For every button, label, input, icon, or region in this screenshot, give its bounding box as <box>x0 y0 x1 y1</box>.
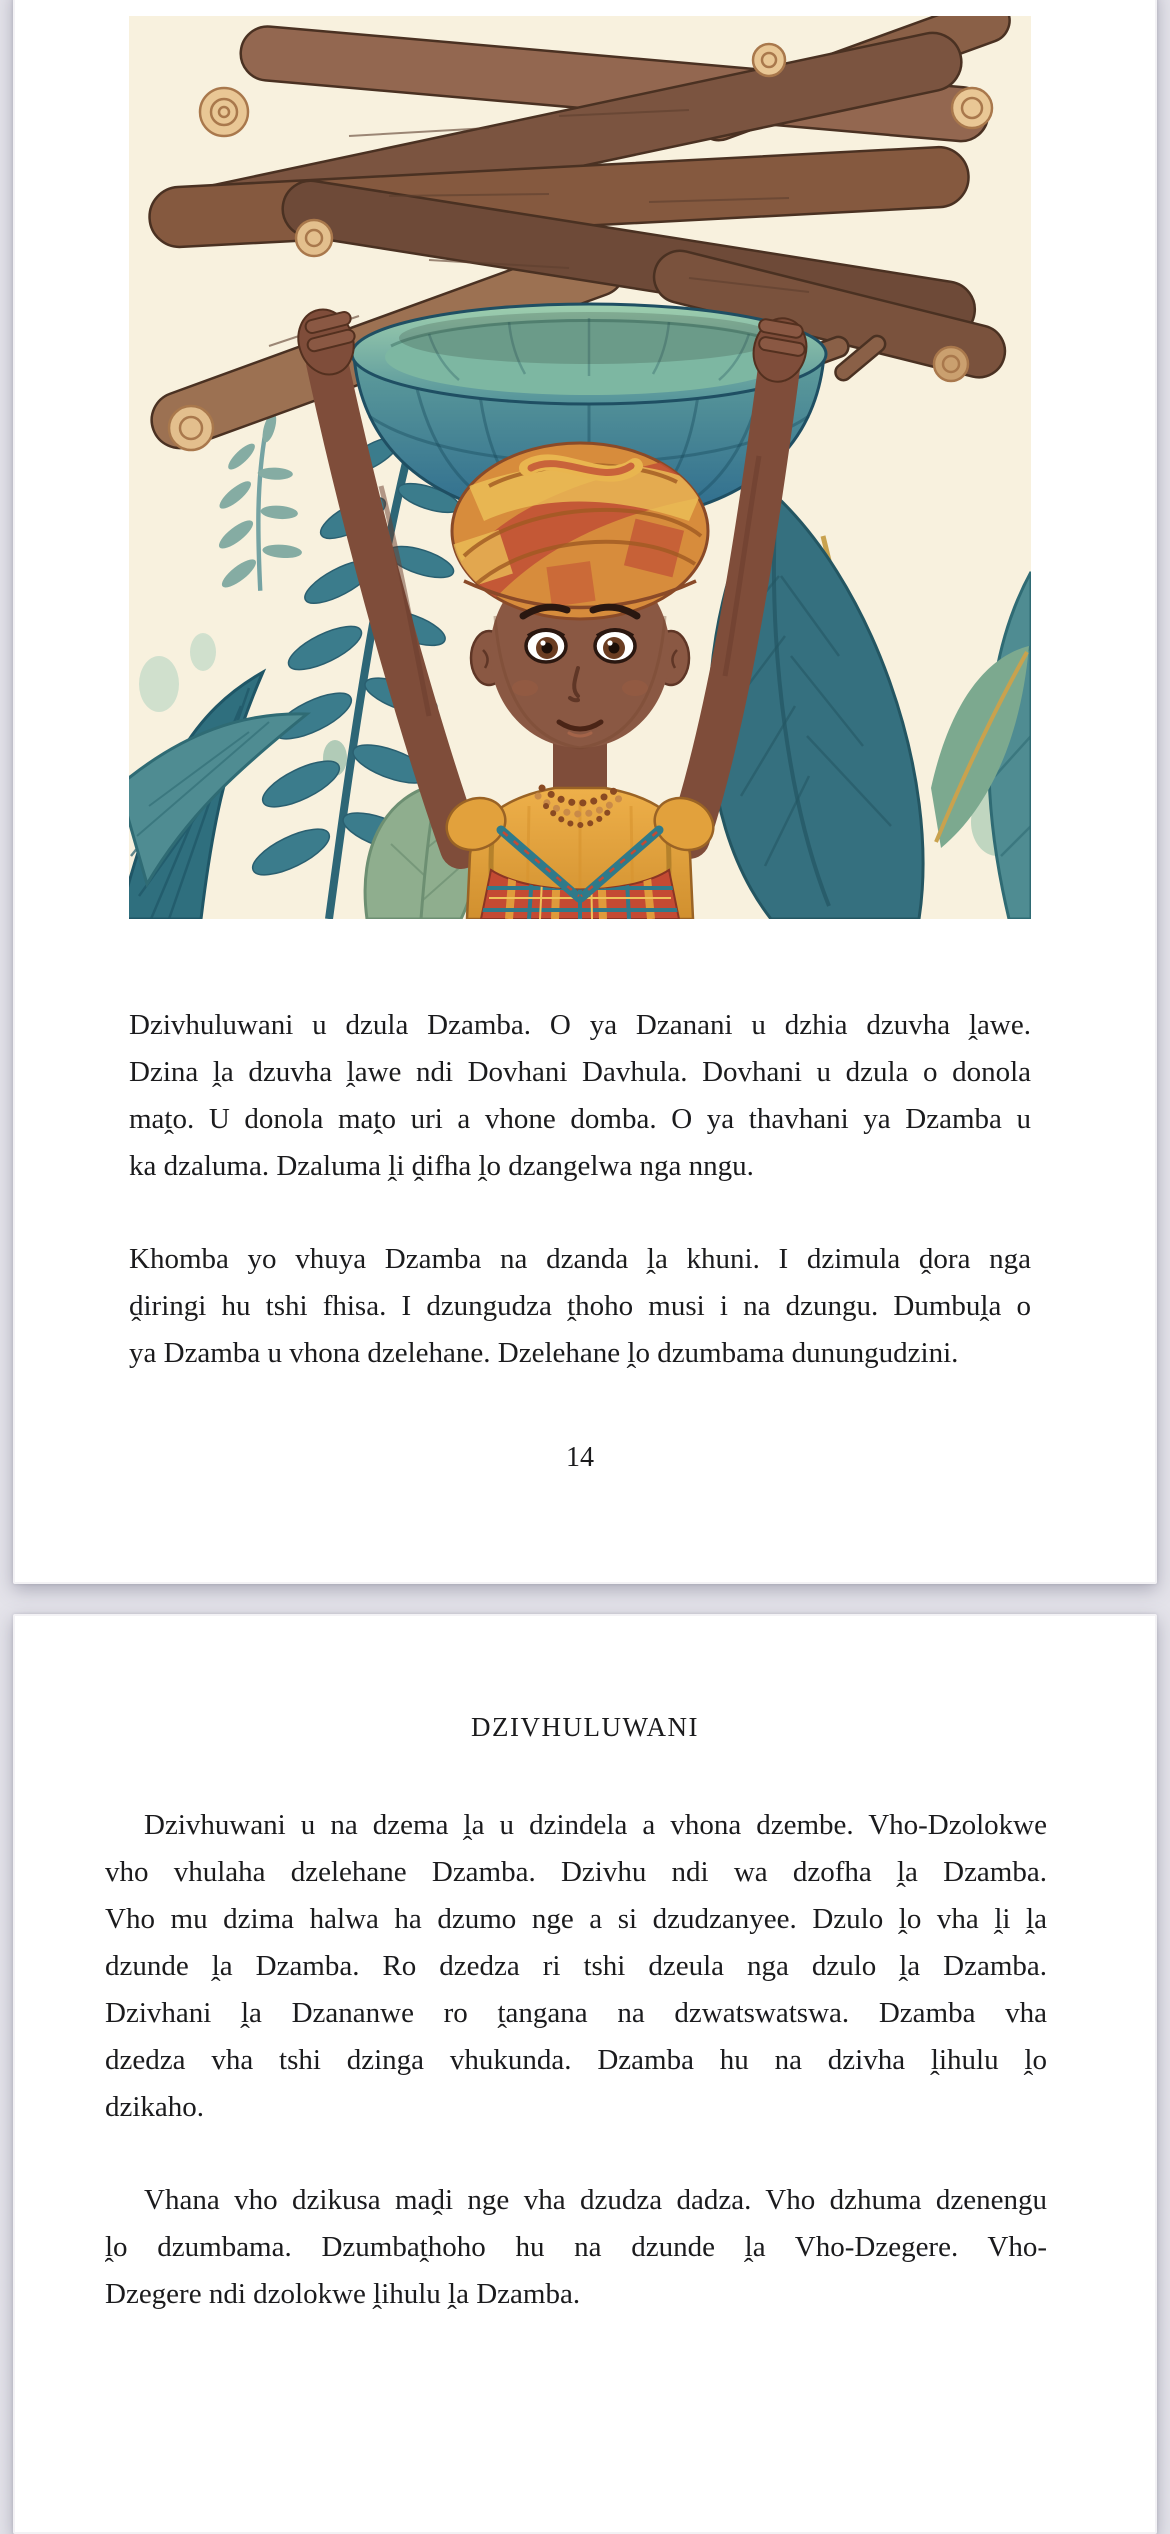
paragraph-1 <box>129 1002 1031 1190</box>
page-14-text <box>129 1002 1031 1377</box>
text-line: ḽo dzumbama. Dzumbaṱhoho hu na dzunde ḽa Vho-Dzegere. Vho- <box>105 2231 1047 2263</box>
page-card-14[interactable] <box>13 0 1157 1584</box>
headwrap <box>449 443 709 619</box>
text-line: ya Dzamba u vhona dzelehane. Dzelehane ḽo dzumbama dunungudzini. <box>129 1337 959 1369</box>
text-line: Vhana vho dzikusa maḓi nge vha dzudza dadza. Vho dzhuma dzenengu <box>144 2184 1047 2216</box>
text-line: Dzegere ndi dzolokwe ḽihulu ḽa Dzamba. <box>105 2278 581 2310</box>
text-line: dzikaho. <box>105 2091 205 2123</box>
paragraph-2 <box>129 1236 1031 1377</box>
text-line: Khomba yo vhuya Dzamba na dzanda ḽa khuni. I dzimula ḓora nga <box>129 1243 1031 1275</box>
text-line: Dzivhuluwani u dzula Dzamba. O ya Dzanani u dzhia dzuvha ḽawe. <box>129 1009 1031 1041</box>
text-line: maṱo. U donola maṱo uri a vhone domba. O ya thavhani ya Dzamba u <box>129 1103 1031 1135</box>
story-illustration <box>129 16 1031 919</box>
text-line: Dzina ḽa dzuvha ḽawe ndi Dovhani Davhula. Dovhani u dzula o donola <box>129 1056 1031 1088</box>
text-line: dzunde ḽa Dzamba. Ro dzedza ri tshi dzeula nga dzulo ḽa Dzamba. <box>105 1950 1047 1982</box>
page-card-15[interactable] <box>13 1614 1157 2534</box>
page-number: 14 <box>566 1442 594 1473</box>
text-line: ka dzaluma. Dzaluma ḽi ḓifha ḽo dzangelwa nga nngu. <box>129 1150 754 1182</box>
paragraph-1 <box>105 1802 1047 2131</box>
text-line: Dzivhani ḽa Dzananwe ro ṱangana na dzwatswatswa. Dzamba vha <box>105 1997 1047 2029</box>
text-line: Dzivhuwani u na dzema ḽa u dzindela a vhona dzembe. Vho-Dzolokwe <box>144 1809 1047 1841</box>
text-line: dzedza vha tshi dzinga vhukunda. Dzamba hu na dzivha ḽihulu ḽo <box>105 2044 1047 2076</box>
text-line: Vho mu dzima halwa ha dzumo nge a si dzudzanyee. Dzulo ḽo vha ḽi ḽa <box>105 1903 1047 1935</box>
page-15-text <box>105 1802 1047 2318</box>
text-line: ḓiringi hu tshi fhisa. I dzungudza ṱhoho musi i na dzungu. Dumbuḽa o <box>129 1290 1031 1322</box>
paragraph-2 <box>105 2177 1047 2318</box>
chapter-title: DZIVHULUWANI <box>471 1712 699 1742</box>
text-line: vho vhulaha dzelehane Dzamba. Dzivhu ndi wa dzofha ḽa Dzamba. <box>105 1856 1047 1888</box>
